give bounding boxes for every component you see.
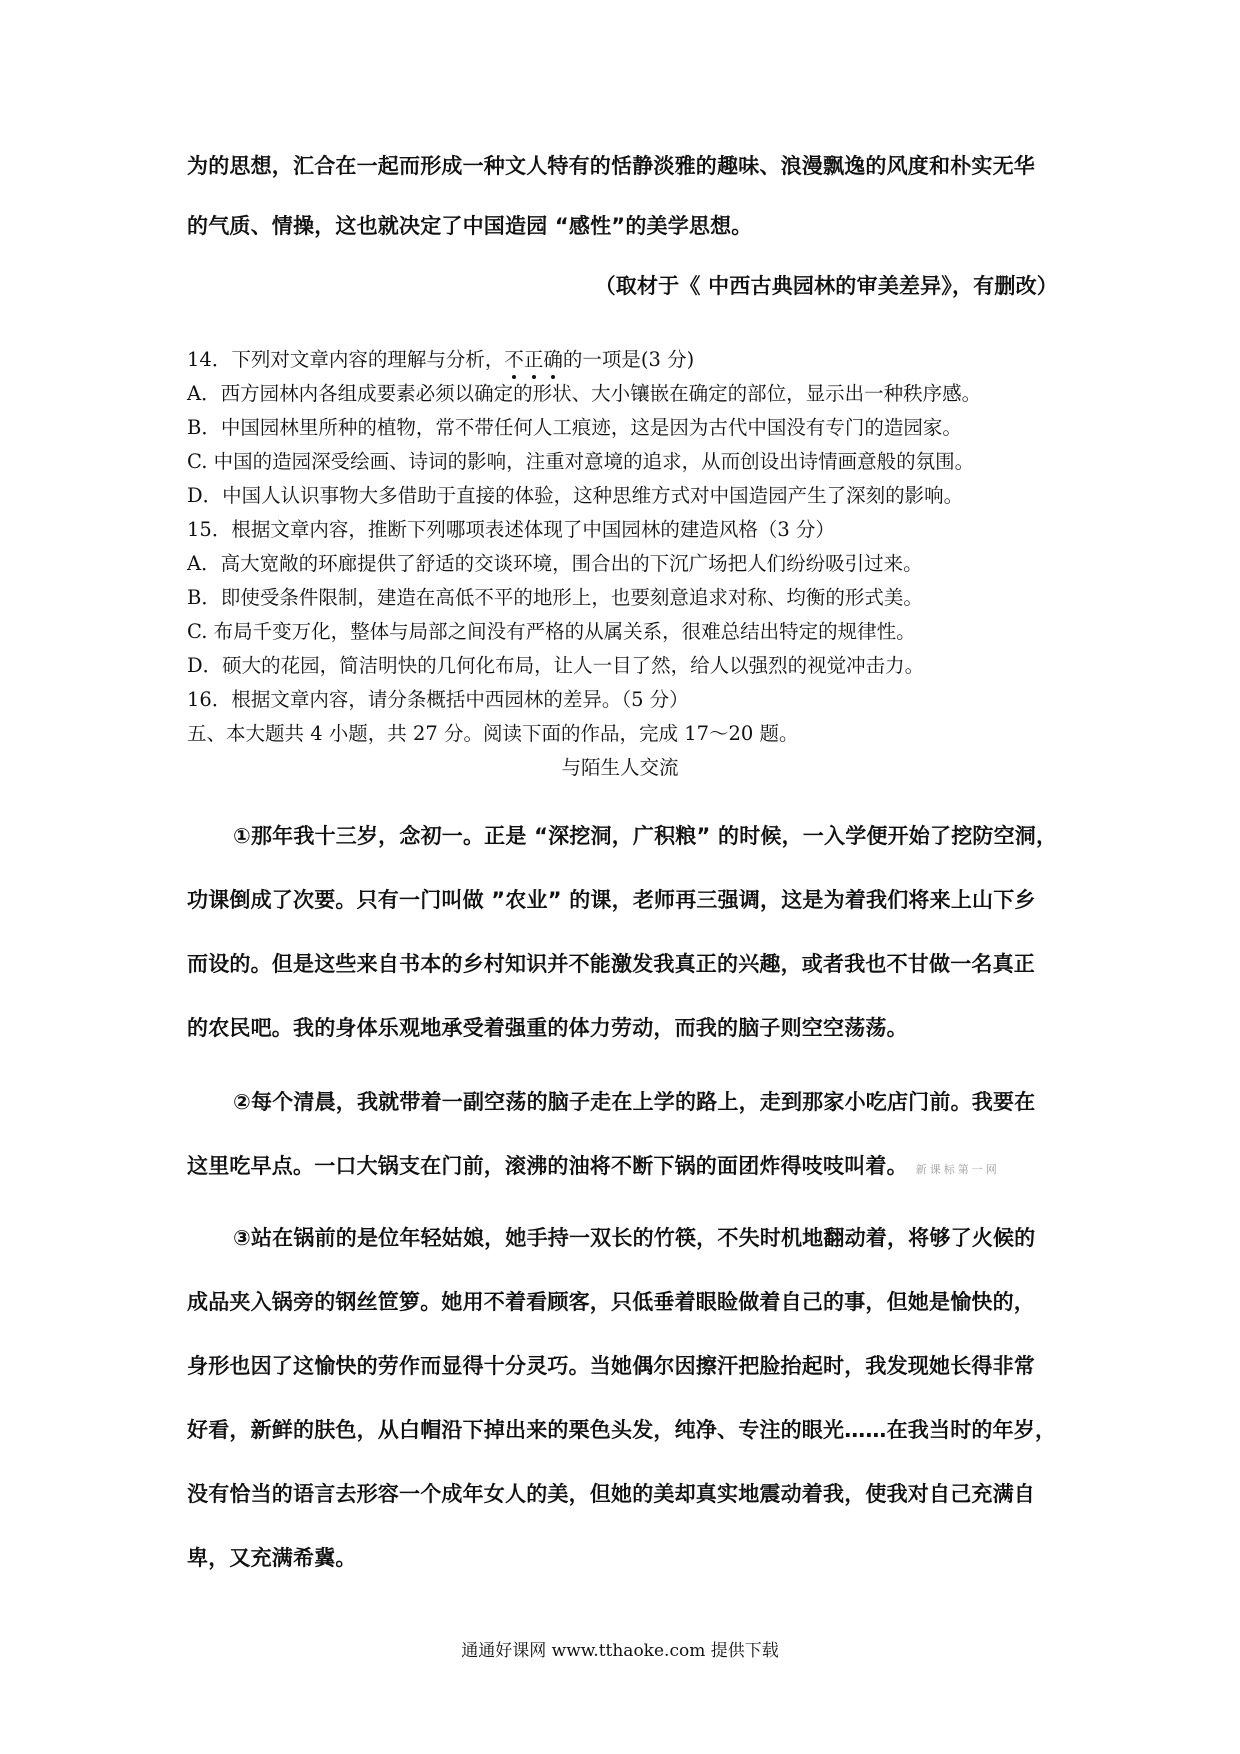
- passage-line: 的气质、情操，这也就决定了中国造园 “感性”的美学思想。: [187, 214, 753, 238]
- question-15-stem: 15．根据文章内容，推断下列哪项表述体现了中国园林的建造风格（3 分）: [187, 518, 835, 541]
- question-15-option-b: B．即使受条件限制，建造在高低不平的地形上，也要刻意追求对称、均衡的形式美。: [187, 586, 923, 609]
- section-heading: 五、本大题共 4 小题，共 27 分。阅读下面的作品，完成 17～20 题。: [187, 722, 799, 745]
- question-14-option-b: B．中国园林里所种的植物，常不带任何人工痕迹，这是因为古代中国没有专门的造园家。: [187, 416, 962, 439]
- footer-text: 通通好课网 www.tthaoke.com 提供下载: [461, 1641, 779, 1661]
- story-line: ③站在锅前的是位年轻姑娘，她手持一双长的竹筷，不失时机地翻动着，将够了火候的: [233, 1226, 1036, 1250]
- question-15-option-d: D．硕大的花园，简洁明快的几何化布局，让人一目了然，给人以强烈的视觉冲击力。: [187, 654, 925, 677]
- question-15-option-c: C. 布局千变万化，整体与局部之间没有严格的从属关系，很难总结出特定的规律性。: [187, 620, 916, 643]
- stem-text: 14．下列对文章内容的理解与分析，: [187, 348, 505, 371]
- passage-line: 为的思想，汇合在一起而形成一种文人特有的恬静淡雅的趣味、浪漫飘逸的风度和朴实无华: [187, 154, 1035, 178]
- story-line: 功课倒成了次要。只有一门叫做 ”农业” 的课，老师再三强调，这是为着我们将来上山下乡: [187, 888, 1036, 912]
- question-15-option-a: A．高大宽敞的环廊提供了舒适的交谈环境，围合出的下沉广场把人们纷纷吸引过来。: [187, 552, 923, 575]
- emphasis-char: 不: [504, 344, 524, 372]
- question-14-stem: [187, 344, 694, 372]
- question-14-option-c: C. 中国的造园深受绘画、诗词的影响，注重对意境的追求，从而创设出诗情画意般的氛围。: [187, 450, 975, 473]
- passage-source: （取材于《 中西古典园林的审美差异》，有删改）: [594, 274, 1058, 298]
- story-line: 没有恰当的语言去形容一个成年女人的美，但她的美却真实地震动着我，使我对自己充满自: [187, 1482, 1035, 1506]
- question-14-option-d: D．中国人认识事物大多借助于直接的体验，这种思维方式对中国造园产生了深刻的影响。: [187, 484, 964, 507]
- story-line: 的农民吧。我的身体乐观地承受着强重的体力劳动，而我的脑子则空空荡荡。: [187, 1016, 908, 1040]
- emphasis-char: 确: [543, 344, 563, 372]
- story-line: ②每个清晨，我就带着一副空荡的脑子走在上学的路上，走到那家小吃店门前。我要在: [233, 1090, 1036, 1114]
- story-line: 而设的。但是这些来自书本的乡村知识并不能激发我真正的兴趣，或者我也不甘做一名真正: [187, 952, 1035, 976]
- story-title: 与陌生人交流: [561, 756, 679, 779]
- story-line: ①那年我十三岁，念初一。正是 “深挖洞，广积粮” 的时候，一入学便开始了挖防空洞，: [233, 824, 1058, 848]
- story-line: 好看，新鲜的肤色，从白帽沿下掉出来的栗色头发，纯净、专注的眼光……在我当时的年岁，: [187, 1418, 1057, 1442]
- story-line: [187, 1150, 1000, 1180]
- stem-text: 的一项是(3 分): [562, 348, 695, 371]
- story-line: 卑，又充满希冀。: [187, 1546, 357, 1570]
- watermark-text: 新课标第一网: [915, 1163, 1000, 1176]
- question-16-stem: 16．根据文章内容，请分条概括中西园林的差异。（5 分）: [187, 688, 689, 711]
- story-line: 成品夹入锅旁的钢丝笸箩。她用不着看顾客，只低垂着眼睑做着自己的事，但她是愉快的，: [187, 1290, 1035, 1314]
- question-14-option-a: A．西方园林内各组成要素必须以确定的形状、大小镶嵌在确定的部位，显示出一种秩序感。: [187, 382, 982, 405]
- story-text: 这里吃早点。一口大锅支在门前，滚沸的油将不断下锅的面团炸得吱吱叫着。: [187, 1154, 908, 1178]
- emphasis-char: 正: [524, 344, 544, 372]
- story-line: 身形也因了这愉快的劳作而显得十分灵巧。当她偶尔因擦汗把脸抬起时，我发现她长得非常: [187, 1354, 1035, 1378]
